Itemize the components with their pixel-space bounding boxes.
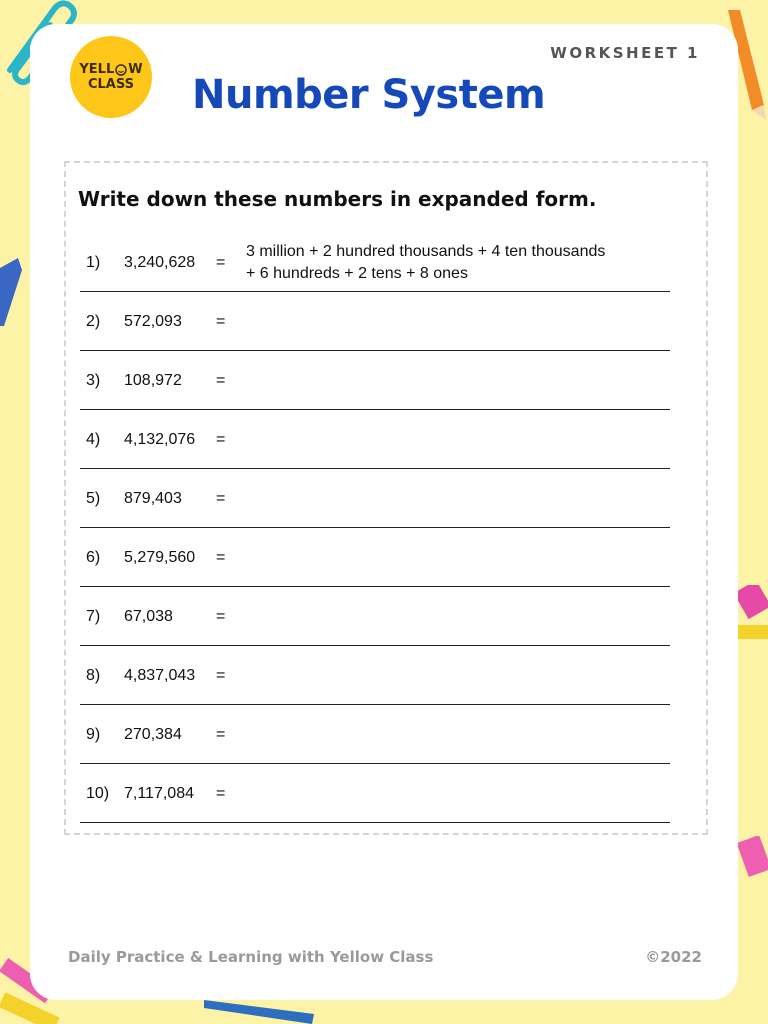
equals-sign: = — [216, 372, 226, 389]
equals-sign: = — [216, 785, 226, 802]
problem-row — [80, 646, 670, 705]
equals-sign: = — [216, 726, 226, 743]
problem-value: 108,972 — [124, 372, 182, 389]
crayon-icon — [738, 836, 768, 880]
problem-number: 10) — [86, 785, 110, 802]
problem-row — [80, 410, 670, 469]
problem-row — [80, 764, 670, 823]
problem-number: 5) — [86, 490, 101, 507]
problem-row — [80, 528, 670, 587]
problem-row — [80, 587, 670, 646]
problem-number: 4) — [86, 431, 101, 448]
equals-sign: = — [216, 608, 226, 625]
problem-list — [80, 233, 670, 823]
equals-sign: = — [216, 667, 226, 684]
answer-text: 3 million + 2 hundred thousands + 4 ten thousands + 6 hundreds + 2 tens + 8 ones — [246, 243, 606, 282]
problem-value: 7,117,084 — [124, 785, 194, 802]
equals-sign: = — [216, 254, 226, 271]
footer-tagline: Daily Practice & Learning with Yellow Class — [68, 948, 434, 966]
problem-row — [80, 292, 670, 351]
problem-row — [80, 469, 670, 528]
footer-copyright: ©2022 — [645, 948, 702, 966]
worksheet-number: WORKSHEET 1 — [550, 44, 700, 62]
pencil-icon — [204, 996, 324, 1024]
page-title: Number System — [192, 72, 546, 118]
problem-value: 3,240,628 — [124, 254, 196, 271]
problem-value: 879,403 — [124, 490, 182, 507]
equals-sign: = — [216, 313, 226, 330]
equals-sign: = — [216, 490, 226, 507]
crayon-icon — [736, 585, 768, 645]
problem-number: 3) — [86, 372, 101, 389]
problem-number: 6) — [86, 549, 101, 566]
problem-number: 2) — [86, 313, 101, 330]
yellow-class-logo: YELL W CLASS — [70, 36, 152, 118]
exercise-box — [64, 161, 708, 835]
problem-value: 4,837,043 — [124, 667, 196, 684]
problem-number: 7) — [86, 608, 101, 625]
problem-number: 1) — [86, 254, 101, 271]
worksheet-card — [30, 24, 738, 1000]
problem-row — [80, 705, 670, 764]
crayon-icon — [0, 258, 24, 328]
problem-value: 67,038 — [124, 608, 173, 625]
instruction-text: Write down these numbers in expanded form. — [78, 187, 597, 211]
problem-value: 572,093 — [124, 313, 182, 330]
problem-row — [80, 351, 670, 410]
smiley-icon — [115, 64, 127, 76]
problem-number: 8) — [86, 667, 101, 684]
problem-number: 9) — [86, 726, 101, 743]
problem-value: 270,384 — [124, 726, 182, 743]
problem-value: 5,279,560 — [124, 549, 196, 566]
problem-row — [80, 233, 670, 292]
equals-sign: = — [216, 549, 226, 566]
problem-value: 4,132,076 — [124, 431, 196, 448]
equals-sign: = — [216, 431, 226, 448]
